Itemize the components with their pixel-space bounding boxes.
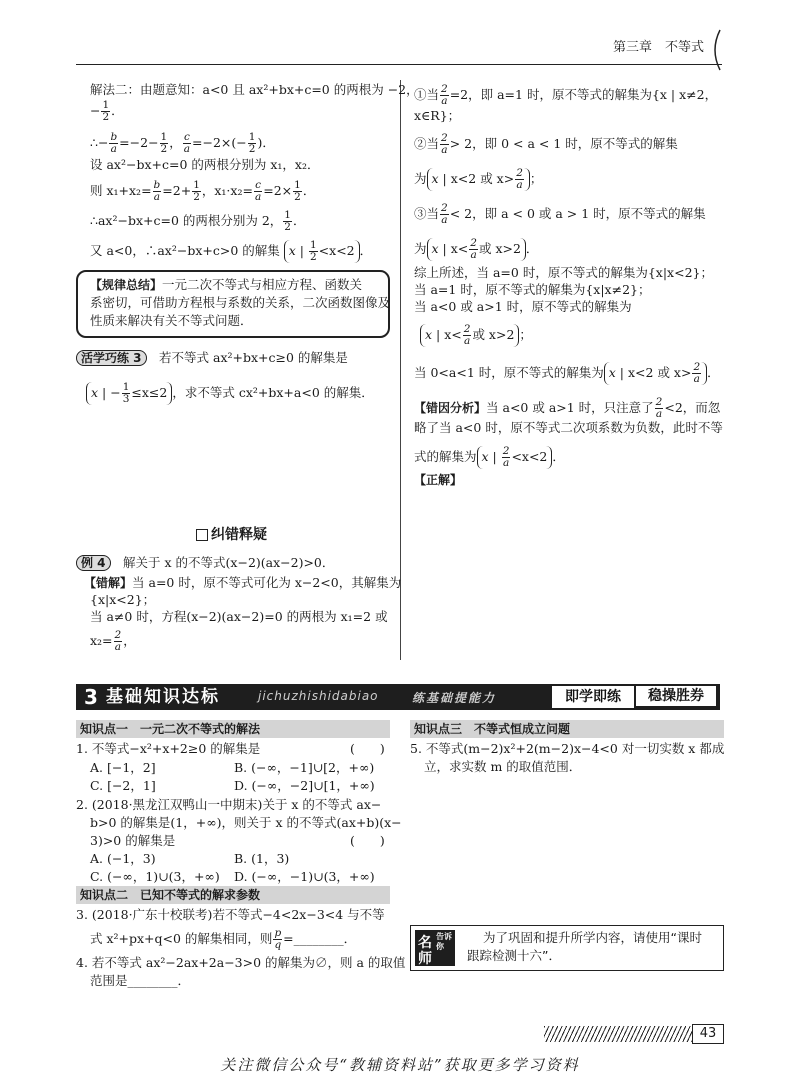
- question-5-line1: 5. 不等式(m−2)x²+2(m−2)x−4<0 对一切实数 x 都成: [410, 741, 725, 756]
- conclusion-line5: 当 0<a<1 时，原不等式的解集为 x | x<2 或 x> $\frac{2}{a}$ ．: [414, 361, 720, 385]
- tip-line1: 为了巩固和提升所学内容，请使用“课时: [483, 930, 702, 945]
- knowledge-point-2-title: 知识点二 已知不等式的解求参数: [76, 886, 390, 904]
- wrong-line4: x₂= $\frac{2}{a}$ ，: [90, 629, 136, 653]
- q1-option-d: D. (−∞，−2]∪[1，+∞): [234, 778, 375, 793]
- wrong-line1: 【错解】当 a=0 时，原不等式可化为 x−2<0，其解集为: [84, 575, 402, 590]
- conclusion-line4: x | x< $\frac{2}{a}$ 或 x>2 ；: [420, 324, 532, 347]
- banner-title: 基础知识达标: [106, 687, 220, 707]
- question-2-answer-paren: ( ): [350, 833, 385, 848]
- wrong-line2: {x|x<2}；: [90, 592, 156, 607]
- sol2-line2: − $\frac{1}{2}$ ．: [90, 99, 124, 123]
- case2-line2: 为 x | x<2 或 x> $\frac{2}{a}$ ；: [414, 167, 543, 191]
- example-4-line: 例 4 解关于 x 的不等式(x−2)(ax−2)>0．: [76, 555, 334, 571]
- case3-line1: ③当 $\frac{2}{a}$ < 2，即 a < 0 或 a > 1 时，原不等式的解集: [414, 202, 706, 226]
- case1-line2: x∈R}；: [414, 108, 461, 123]
- question-2-line2: b>0 的解集是(1，+∞)，则关于 x 的不等式(ax+b)(x−: [90, 815, 402, 830]
- sol2-line1: 解法二：由题意知：a<0 且 ax²+bx+c=0 的两根为 −2，: [90, 82, 419, 97]
- chapter-title: 第三章 不等式: [613, 40, 705, 55]
- case2-line1: ②当 $\frac{2}{a}$ > 2，即 0 < a < 1 时，原不等式的解集: [414, 132, 678, 156]
- question-1: 1. 不等式−x²+x+2≥0 的解集是: [76, 741, 261, 756]
- knowledge-point-1-title: 知识点一 一元二次不等式的解法: [76, 720, 390, 738]
- tip-line2: 跟踪检测十六”．: [467, 948, 561, 963]
- analysis-line1: 【错因分析】当 a<0 或 a>1 时，只注意了 $\frac{2}{a}$ <2，而忽: [414, 396, 721, 420]
- q2-option-c: C. (−∞，1)∪(3，+∞): [90, 869, 220, 884]
- question-4-line1: 4. 若不等式 ax²−2ax+2a−3>0 的解集为∅，则 a 的取值: [76, 955, 406, 970]
- solution-set-line: 又 a<0，∴ax²−bx+c>0 的解集 x | $\frac{1}{2}$ <x<2 ．: [90, 239, 373, 263]
- practice-3-line1: 活学巧练 3 若不等式 ax²+bx+c≥0 的解集是: [76, 350, 348, 366]
- header-rule: [76, 64, 722, 65]
- case3-line2: 为 x | x< $\frac{2}{a}$ 或 x>2 ．: [414, 237, 539, 261]
- error-section-title: 纠错释疑: [196, 527, 267, 543]
- question-2-line1: 2. (2018·黑龙江双鸭山一中期末)关于 x 的不等式 ax−: [76, 797, 382, 812]
- case1-line1: ①当 $\frac{2}{a}$ =2，即 a=1 时，原不等式的解集为{x | x≠2，: [414, 83, 718, 107]
- question-4-line2: 范围是________．: [90, 973, 191, 988]
- page-number: 43: [692, 1024, 724, 1044]
- analysis-line2: 略了当 a<0 时，原不等式二次项系数为负数，此时不等: [414, 420, 723, 435]
- knowledge-point-3-title: 知识点三 不等式恒成立问题: [410, 720, 724, 738]
- banner-box-practice: 即学即练: [552, 686, 634, 708]
- section-marker-icon: [196, 529, 208, 541]
- teacher-seal-icon: 名 师 告诉你: [415, 930, 455, 966]
- analysis-line3: 式的解集为 x | $\frac{2}{a}$ <x<2 ．: [414, 445, 565, 469]
- conclusion-line2: 当 a=1 时，原不等式的解集为{x|x≠2}；: [414, 282, 651, 297]
- question-1-answer-paren: ( ): [350, 741, 385, 756]
- q2-option-d: D. (−∞，−1)∪(3，+∞): [234, 869, 375, 884]
- roots-result-line: ∴ax²−bx+c=0 的两根分别为 2， $\frac{1}{2}$ ．: [90, 209, 306, 233]
- practice-3-tag: 活学巧练 3: [76, 350, 147, 366]
- column-divider: [400, 80, 401, 660]
- eq-ratio-line: ∴− $\frac{b}{a}$ =−2− $\frac{1}{2}$ ， $\frac{c}{a}$ =−2×(− $\frac{1}{2}$ )．: [90, 131, 275, 155]
- question-2-line3: 3)>0 的解集是: [90, 833, 176, 848]
- q2-option-a: A. (−1，3): [90, 851, 156, 866]
- correct-solution-tag: 【正解】: [414, 473, 463, 487]
- wrong-line3: 当 a≠0 时，方程(x−2)(ax−2)=0 的两根为 x₁=2 或: [90, 609, 388, 624]
- conclusion-line1: 综上所述，当 a=0 时，原不等式的解集为{x|x<2}；: [414, 265, 713, 280]
- teacher-tip-box: [410, 925, 724, 971]
- practice-3-line2: x | − $\frac{1}{3}$ ≤x≤2 ，求不等式 cx²+bx+a<0 的解集．: [86, 382, 374, 405]
- section-banner: [76, 684, 720, 710]
- question-3-line2: 式 x²+px+q<0 的解集相同，则 $\frac{p}{q}$ =________．: [90, 927, 357, 951]
- conclusion-line3: 当 a<0 或 a>1 时，原不等式的解集为: [414, 299, 632, 314]
- example-4-tag: 例 4: [76, 555, 111, 571]
- banner-number: 3: [84, 685, 98, 709]
- summary-line1: 【规律总结】一元二次不等式与相应方程、函数关: [90, 277, 363, 292]
- question-3-line1: 3. (2018·广东十校联考)若不等式−4<2x−3<4 与不等: [76, 907, 385, 922]
- banner-box-win: 稳操胜券: [636, 686, 716, 706]
- vieta-line: 则 x₁+x₂= $\frac{b}{a}$ =2+ $\frac{1}{2}$ ，x₁·x₂= $\frac{c}{a}$ =2× $\frac{1}{2}$ ．: [90, 179, 316, 203]
- question-5-line2: 立，求实数 m 的取值范围．: [424, 759, 582, 774]
- summary-line3: 性质来解决有关不等式问题．: [90, 313, 253, 328]
- header-bracket: [708, 28, 724, 72]
- q1-option-b: B. (−∞，−1]∪[2，+∞): [234, 760, 375, 775]
- q1-option-a: A. [−1，2]: [90, 760, 156, 775]
- banner-slogan: 练基础提能力: [412, 691, 497, 705]
- q1-option-c: C. [−2，1]: [90, 778, 156, 793]
- summary-line2: 系密切，可借助方程根与系数的关系，二次函数图像及: [90, 295, 391, 310]
- footer-note: 关注微信公众号“教辅资料站”获取更多学习资料: [220, 1056, 580, 1074]
- q2-option-b: B. (1，3): [234, 851, 290, 866]
- roots-def-line: 设 ax²−bx+c=0 的两根分别为 x₁，x₂．: [90, 157, 320, 172]
- banner-pinyin: jichuzhishidabiao: [258, 689, 379, 703]
